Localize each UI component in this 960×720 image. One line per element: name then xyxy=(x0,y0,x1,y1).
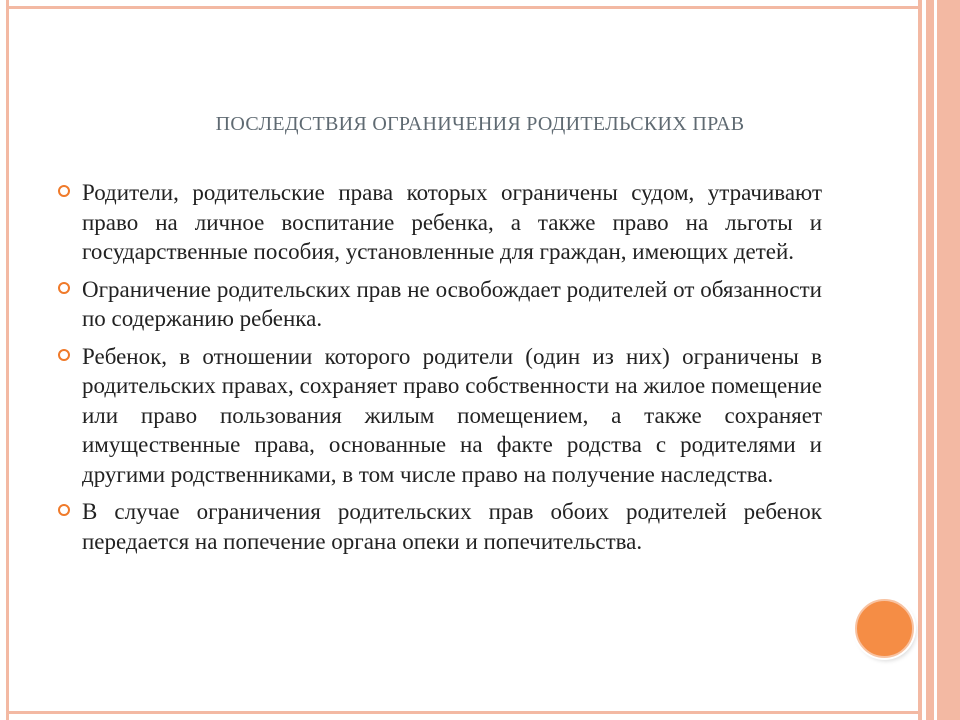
decor-stripe-3 xyxy=(937,0,960,720)
bullet-text: Ребенок, в отношении которого родители (один из них) ограничены в родительских правах, сохраняет право собственности на жилое помещение или право пользования жилым помещением, а также сохраняет имущественные права, основанные на факте родства с родителями и другими родственниками, в том числе право на получение наследства. xyxy=(82,343,822,487)
bullet-text: В случае ограничения родительских прав обоих родителей ребенок передается на попечение органа опеки и попечительства. xyxy=(82,499,822,554)
circle-bullet-icon xyxy=(58,349,70,361)
bullet-item xyxy=(82,178,822,267)
bullet-text: Родители, родительские права которых ограничены судом, утрачивают право на личное воспитание ребенка, а также право на льготы и государственные пособия, установленные для граждан, имеющих детей. xyxy=(82,180,822,264)
frame-bottom-border xyxy=(6,711,918,714)
bullet-item xyxy=(82,342,822,490)
bullet-item xyxy=(82,275,822,334)
decor-orange-circle xyxy=(855,599,914,658)
bullet-text: Ограничение родительских прав не освобождает родителей от обязанности по содержанию ребенка. xyxy=(82,276,822,331)
bullet-list xyxy=(82,178,822,564)
circle-bullet-icon xyxy=(58,504,70,516)
circle-bullet-icon xyxy=(58,282,70,294)
bullet-item xyxy=(82,497,822,556)
frame-top-border xyxy=(6,6,918,9)
decor-stripe-2 xyxy=(926,0,934,720)
frame-left-border xyxy=(6,0,9,720)
slide-title: ПОСЛЕДСТВИЯ ОГРАНИЧЕНИЯ РОДИТЕЛЬСКИХ ПРАВ xyxy=(215,113,745,135)
decor-stripe-1 xyxy=(918,0,922,720)
circle-bullet-icon xyxy=(58,185,70,197)
